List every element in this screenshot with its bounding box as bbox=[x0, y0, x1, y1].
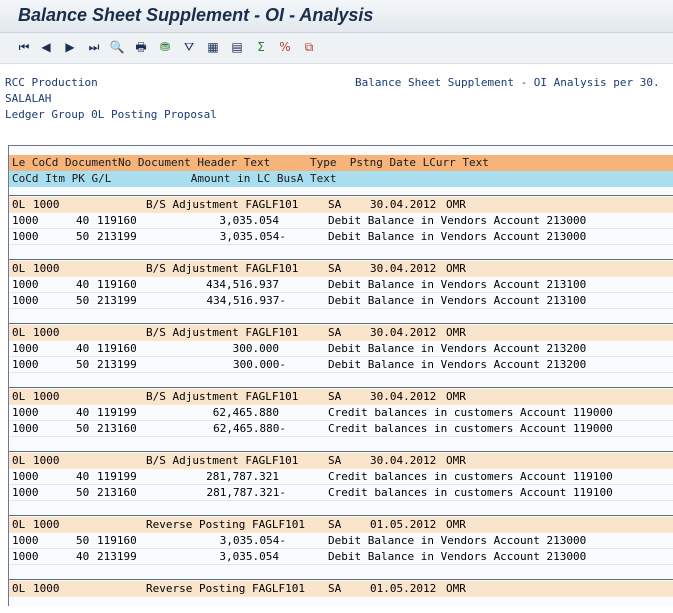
line-item-row[interactable] bbox=[9, 533, 673, 549]
first-page-button[interactable] bbox=[15, 38, 33, 56]
amount-cell: 3,035.054 bbox=[219, 550, 279, 563]
gl-account-cell: 213199 bbox=[97, 550, 137, 563]
amount-cell: 62,465.880 bbox=[212, 406, 279, 419]
header-text-cell: B/S Adjustment FAGLF101 bbox=[146, 198, 299, 211]
header-text-cell: Reverse Posting FAGLF101 bbox=[146, 582, 305, 595]
column-header-document[interactable] bbox=[9, 155, 673, 171]
currency-cell: OMR bbox=[446, 582, 466, 595]
gl-account-cell: 119160 bbox=[97, 342, 137, 355]
company-code-cell: 1000 bbox=[33, 518, 60, 531]
column-header-item[interactable] bbox=[9, 171, 673, 187]
line-item-row[interactable] bbox=[9, 469, 673, 485]
amount-cell: 300.000 bbox=[232, 342, 279, 355]
company-code-cell: 1000 bbox=[33, 454, 60, 467]
posting-date-cell: 30.04.2012 bbox=[370, 198, 437, 211]
doc-type-cell: SA bbox=[328, 326, 342, 339]
amount-cell: 3,035.054 bbox=[219, 214, 279, 227]
header-text-cell: B/S Adjustment FAGLF101 bbox=[146, 454, 299, 467]
gl-account-cell: 213160 bbox=[97, 422, 137, 435]
item-company-code-cell: 1000 bbox=[12, 406, 39, 419]
item-text-cell: Debit Balance in Vendors Account 213000 bbox=[328, 534, 587, 547]
gl-account-cell: 213160 bbox=[97, 486, 137, 499]
item-company-code-cell: 1000 bbox=[12, 214, 39, 227]
item-company-code-cell: 1000 bbox=[12, 294, 39, 307]
currency-cell: OMR bbox=[446, 518, 466, 531]
group-separator bbox=[9, 451, 673, 452]
company-code-cell: 1000 bbox=[33, 262, 60, 275]
header-text-cell: B/S Adjustment FAGLF101 bbox=[146, 326, 299, 339]
gl-account-cell: 119199 bbox=[97, 470, 137, 483]
line-item-row[interactable] bbox=[9, 341, 673, 357]
company-code-cell: 1000 bbox=[33, 198, 60, 211]
doc-type-cell: SA bbox=[328, 518, 342, 531]
doc-type-cell: SA bbox=[328, 262, 342, 275]
funnel-icon: ⛛ bbox=[183, 40, 195, 54]
header-text-cell: Reverse Posting FAGLF101 bbox=[146, 518, 305, 531]
item-company-code-cell: 1000 bbox=[12, 278, 39, 291]
document-header-row[interactable] bbox=[9, 325, 673, 341]
company-code-cell: 1000 bbox=[33, 582, 60, 595]
posting-key-cell: 50 bbox=[76, 534, 90, 547]
report-list[interactable] bbox=[8, 145, 673, 606]
amount-cell: 281,787.321 bbox=[206, 470, 279, 483]
amount-cell: 281,787.321- bbox=[206, 486, 286, 499]
document-header-row[interactable] bbox=[9, 389, 673, 405]
title-bar bbox=[0, 0, 673, 33]
item-company-code-cell: 1000 bbox=[12, 230, 39, 243]
item-company-code-cell: 1000 bbox=[12, 422, 39, 435]
print-button[interactable] bbox=[132, 38, 150, 56]
posting-key-cell: 40 bbox=[76, 470, 90, 483]
doc-type-cell: SA bbox=[328, 582, 342, 595]
posting-key-cell: 40 bbox=[76, 214, 90, 227]
doc-type-cell: SA bbox=[328, 198, 342, 211]
document-header-row[interactable] bbox=[9, 581, 673, 597]
item-text-cell: Debit Balance in Vendors Account 213200 bbox=[328, 358, 587, 371]
window-title: Balance Sheet Supplement - OI - Analysis bbox=[18, 5, 374, 25]
report-title: Balance Sheet Supplement - OI Analysis per 30. bbox=[355, 76, 660, 89]
posting-date-cell: 30.04.2012 bbox=[370, 454, 437, 467]
line-item-row[interactable] bbox=[9, 405, 673, 421]
column-header-item-text: CoCd Itm PK G/L Amount in LC BusA Text bbox=[12, 172, 337, 185]
report-header bbox=[0, 75, 673, 135]
item-company-code-cell: 1000 bbox=[12, 342, 39, 355]
item-text-cell: Credit balances in customers Account 119100 bbox=[328, 470, 613, 483]
item-text-cell: Credit balances in customers Account 119000 bbox=[328, 422, 613, 435]
ledger-cell: 0L bbox=[12, 454, 26, 467]
gl-account-cell: 119160 bbox=[97, 278, 137, 291]
gl-account-cell: 119199 bbox=[97, 406, 137, 419]
ledger-cell: 0L bbox=[12, 262, 26, 275]
group-separator bbox=[9, 387, 673, 388]
ledger-cell: 0L bbox=[12, 390, 26, 403]
item-text-cell: Debit Balance in Vendors Account 213000 bbox=[328, 214, 587, 227]
subtotal-icon: % bbox=[279, 40, 291, 54]
item-text-cell: Credit balances in customers Account 119000 bbox=[328, 406, 613, 419]
group-separator bbox=[9, 323, 673, 324]
export-icon: ⧉ bbox=[304, 40, 314, 54]
item-text-cell: Debit Balance in Vendors Account 213000 bbox=[328, 230, 587, 243]
total-button[interactable] bbox=[252, 38, 270, 56]
print-icon: 🖶 bbox=[135, 40, 147, 54]
ledger-cell: 0L bbox=[12, 198, 26, 211]
line-item-row[interactable] bbox=[9, 549, 673, 565]
line-item-row[interactable] bbox=[9, 357, 673, 373]
posting-date-cell: 01.05.2012 bbox=[370, 582, 437, 595]
document-header-row[interactable] bbox=[9, 197, 673, 213]
document-header-row[interactable] bbox=[9, 261, 673, 277]
amount-cell: 3,035.054- bbox=[219, 534, 286, 547]
header-text-cell: B/S Adjustment FAGLF101 bbox=[146, 390, 299, 403]
line-item-row[interactable] bbox=[9, 485, 673, 501]
previous-page-button[interactable] bbox=[37, 38, 55, 56]
posting-key-cell: 40 bbox=[76, 550, 90, 563]
amount-cell: 62,465.880- bbox=[213, 422, 286, 435]
posting-key-cell: 50 bbox=[76, 294, 90, 307]
currency-cell: OMR bbox=[446, 454, 466, 467]
currency-cell: OMR bbox=[446, 326, 466, 339]
posting-key-cell: 50 bbox=[76, 422, 90, 435]
column-header-document-text: Le CoCd DocumentNo Document Header Text Type Pstng Date LCurr Text bbox=[12, 156, 489, 169]
amount-cell: 3,035.054- bbox=[219, 230, 286, 243]
posting-date-cell: 30.04.2012 bbox=[370, 326, 437, 339]
application-toolbar bbox=[0, 33, 673, 64]
subtotal-button[interactable] bbox=[276, 38, 294, 56]
details-icon: ▤ bbox=[231, 40, 243, 54]
line-item-row[interactable] bbox=[9, 213, 673, 229]
line-item-row[interactable] bbox=[9, 421, 673, 437]
item-company-code-cell: 1000 bbox=[12, 534, 39, 547]
line-item-row[interactable] bbox=[9, 293, 673, 309]
layout-icon: ▦ bbox=[207, 40, 219, 54]
doc-type-cell: SA bbox=[328, 454, 342, 467]
group-separator bbox=[9, 579, 673, 580]
amount-cell: 434,516.937- bbox=[206, 294, 286, 307]
first-page-icon: ⏮ bbox=[18, 40, 30, 54]
last-page-button[interactable] bbox=[85, 38, 103, 56]
details-button[interactable] bbox=[228, 38, 246, 56]
group-separator bbox=[9, 259, 673, 260]
posting-key-cell: 50 bbox=[76, 230, 90, 243]
sum-icon: Σ bbox=[257, 40, 265, 54]
posting-date-cell: 30.04.2012 bbox=[370, 262, 437, 275]
last-page-icon: ⏭ bbox=[88, 40, 100, 54]
posting-date-cell: 01.05.2012 bbox=[370, 518, 437, 531]
item-company-code-cell: 1000 bbox=[12, 358, 39, 371]
group-separator bbox=[9, 195, 673, 196]
filter-button[interactable] bbox=[180, 38, 198, 56]
doc-type-cell: SA bbox=[328, 390, 342, 403]
line-item-row[interactable] bbox=[9, 277, 673, 293]
next-page-icon: ▶ bbox=[65, 40, 75, 54]
ledger-group-line: Ledger Group 0L Posting Proposal bbox=[5, 108, 217, 121]
company-name: RCC Production bbox=[5, 76, 98, 89]
item-text-cell: Debit Balance in Vendors Account 213100 bbox=[328, 294, 587, 307]
gl-account-cell: 213199 bbox=[97, 230, 137, 243]
amount-cell: 434,516.937 bbox=[206, 278, 279, 291]
currency-cell: OMR bbox=[446, 262, 466, 275]
item-text-cell: Debit Balance in Vendors Account 213200 bbox=[328, 342, 587, 355]
gl-account-cell: 119160 bbox=[97, 534, 137, 547]
posting-date-cell: 30.04.2012 bbox=[370, 390, 437, 403]
item-company-code-cell: 1000 bbox=[12, 470, 39, 483]
currency-cell: OMR bbox=[446, 198, 466, 211]
currency-cell: OMR bbox=[446, 390, 466, 403]
export-button[interactable] bbox=[300, 38, 318, 56]
document-header-row[interactable] bbox=[9, 517, 673, 533]
amount-cell: 300.000- bbox=[233, 358, 286, 371]
group-separator bbox=[9, 515, 673, 516]
company-code-cell: 1000 bbox=[33, 326, 60, 339]
line-item-row[interactable] bbox=[9, 229, 673, 245]
ledger-cell: 0L bbox=[12, 518, 26, 531]
set-filter-button[interactable] bbox=[156, 38, 174, 56]
ledger-cell: 0L bbox=[12, 582, 26, 595]
posting-key-cell: 40 bbox=[76, 406, 90, 419]
ledger-cell: 0L bbox=[12, 326, 26, 339]
company-code-cell: 1000 bbox=[33, 390, 60, 403]
find-button[interactable] bbox=[108, 38, 126, 56]
find-icon: 🔍 bbox=[109, 40, 125, 54]
filter-icon: ⛃ bbox=[159, 40, 171, 54]
gl-account-cell: 213199 bbox=[97, 358, 137, 371]
item-text-cell: Debit Balance in Vendors Account 213000 bbox=[328, 550, 587, 563]
item-company-code-cell: 1000 bbox=[12, 486, 39, 499]
gl-account-cell: 119160 bbox=[97, 214, 137, 227]
posting-key-cell: 50 bbox=[76, 358, 90, 371]
next-page-button[interactable] bbox=[61, 38, 79, 56]
location: SALALAH bbox=[5, 92, 52, 105]
gl-account-cell: 213199 bbox=[97, 294, 137, 307]
posting-key-cell: 50 bbox=[76, 486, 90, 499]
item-company-code-cell: 1000 bbox=[12, 550, 39, 563]
posting-key-cell: 40 bbox=[76, 342, 90, 355]
header-text-cell: B/S Adjustment FAGLF101 bbox=[146, 262, 299, 275]
posting-key-cell: 40 bbox=[76, 278, 90, 291]
layout-button[interactable] bbox=[204, 38, 222, 56]
item-text-cell: Debit Balance in Vendors Account 213100 bbox=[328, 278, 587, 291]
previous-page-icon: ◀ bbox=[41, 40, 51, 54]
item-text-cell: Credit balances in customers Account 119100 bbox=[328, 486, 613, 499]
document-header-row[interactable] bbox=[9, 453, 673, 469]
